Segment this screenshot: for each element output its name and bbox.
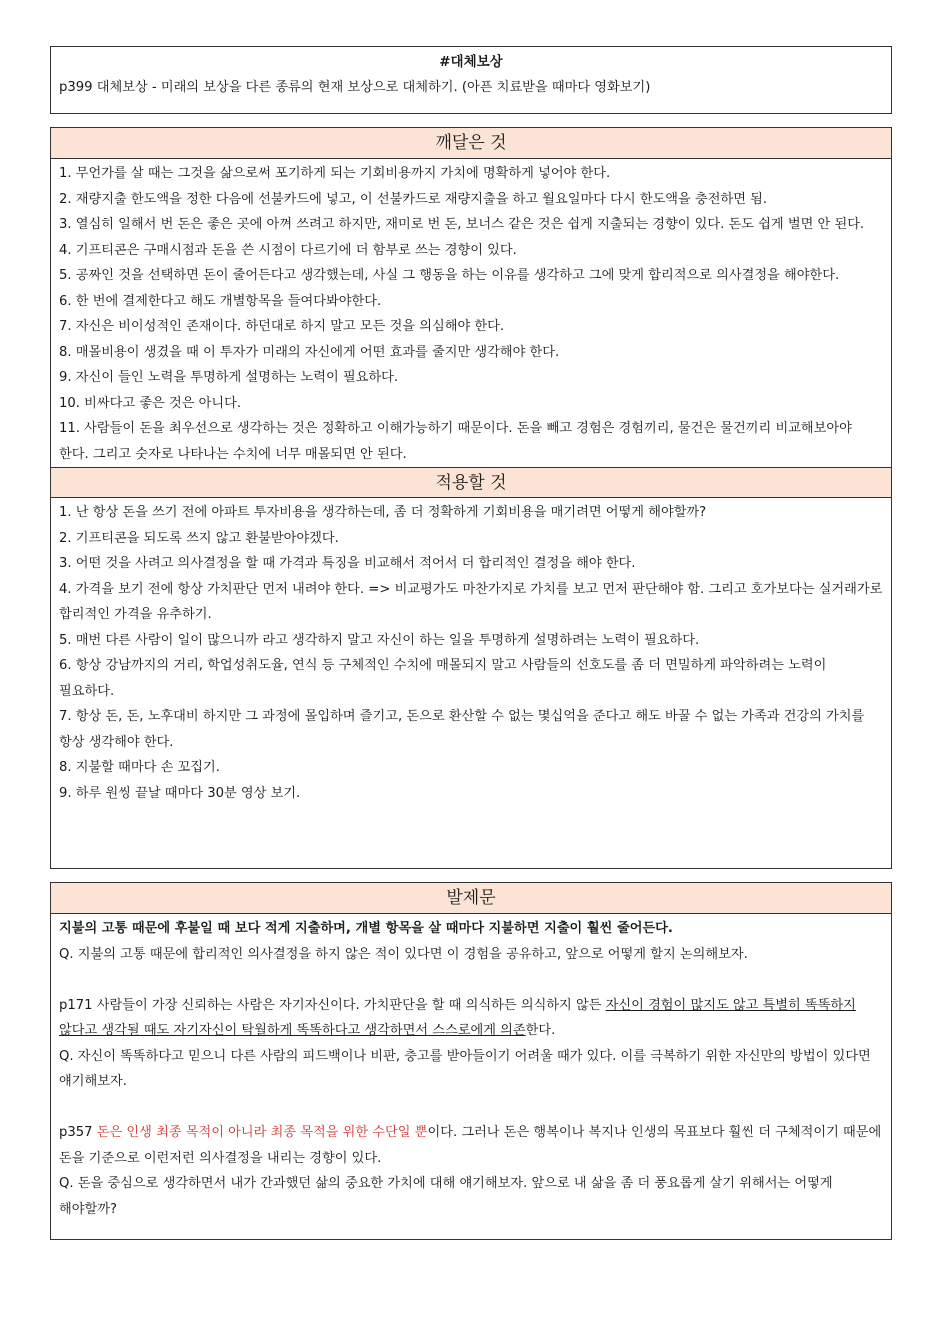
statement-3-prefix: p357 [59,1125,97,1140]
list-item: 3. 열심히 일해서 번 돈은 좋은 곳에 아껴 쓰려고 하지만, 재미로 번 돈, 보너스 같은 것은 쉽게 지출되는 경향이 있다. 돈도 쉽게 벌면 안 된다. [59,217,865,232]
tag-box [50,46,892,114]
realized-list [51,159,891,467]
list-item: 4. 가격을 보기 전에 항상 가치판단 먼저 내려야 한다. => 비교평가도 마찬가지로 가치를 보고 먼저 판단해야 함. 그리고 호가보다는 실거래가로 합리적인 가격을 유추하기. [59,581,883,622]
discussion-question-2: Q. 자신이 똑똑하다고 믿으니 다른 사람의 피드백이나 비판, 충고를 받아들이기 어려울 때가 있다. 이를 극복하기 위한 자신만의 방법이 있다면 얘기해보자. [59,1048,871,1089]
list-item: 2. 기프티콘을 되도록 쓰지 않고 환불받아야겠다. [59,530,339,546]
section-header-apply: 적용할 것 [51,467,891,498]
list-item: 3. 어떤 것을 사려고 의사결정을 할 때 가격과 특징을 비교해서 적어서 더 합리적인 결정을 해야 한다. [59,556,636,571]
notes-box [50,127,892,869]
statement-3-highlight: 돈은 인생 최종 목적이 아니라 최종 목적을 위한 수단일 뿐 [96,1125,428,1140]
statement-2-prefix: p171 사람들이 가장 신뢰하는 사람은 자기자신이다. 가치판단을 할 때 의식하든 의식하지 않든 [59,997,606,1013]
discussion-statement-2 [51,993,891,1044]
list-item: 5. 공짜인 것을 선택하면 돈이 줄어든다고 생각했는데, 사실 그 행동을 하는 이유를 생각하고 그에 맞게 합리적으로 의사결정을 해야한다. [59,268,840,283]
apply-list [51,498,891,806]
list-item: 6. 항상 강남까지의 거리, 학업성취도율, 연식 등 구체적인 수치에 매몰되지 말고 사람들의 선호도를 좀 더 면밀하게 파악하려는 노력이 필요하다. [59,658,827,699]
spacer [51,1095,891,1121]
list-item: 9. 하루 원씽 끝날 때마다 30분 영상 보기. [59,785,301,801]
list-item: 1. 난 항상 돈을 쓰기 전에 아파트 투자비용을 생각하는데, 좀 더 정확하게 기회비용을 매기려면 어떻게 해야할까? [59,505,707,520]
list-item: 6. 한 번에 결제한다고 해도 개별항목을 들여다봐야한다. [59,293,382,309]
list-item: 9. 자신이 들인 노력을 투명하게 설명하는 노력이 필요하다. [59,370,399,385]
list-item: 7. 항상 돈, 돈, 노후대비 하지만 그 과정에 몰입하며 즐기고, 돈으로 환산할 수 없는 몇십억을 준다고 해도 바꿀 수 없는 가족과 건강의 가치를 항상 생각해야 한다. [59,709,865,750]
statement-3-suffix: 이다. 그러나 돈은 행복이나 복지나 인생의 목표보다 훨씬 더 구체적이기 때문에 돈을 기준으로 이런저런 의사결정을 내리는 경향이 있다. [59,1125,882,1166]
statement-2-suffix: 한다. [525,1023,556,1038]
discussion-statement-1: 지불의 고통 때문에 후불일 때 보다 적게 지출하며, 개별 항목을 살 때마다 지불하면 지출이 훨씬 줄어든다. [59,921,673,936]
list-item: 1. 무언가를 살 때는 그것을 삶으로써 포기하게 되는 기회비용까지 가치에 명확하게 넣어야 한다. [59,166,611,181]
discussion-statement-3 [51,1120,891,1171]
list-item: 4. 기프티콘은 구매시점과 돈을 쓴 시점이 다르기에 더 함부로 쓰는 경향이 있다. [59,242,517,258]
list-item: 2. 재량지출 한도액을 정한 다음에 선불카드에 넣고, 이 선불카드로 재량지출을 하고 월요일마다 다시 한도액을 충전하면 됨. [59,191,768,207]
discussion-question-1: Q. 지불의 고통 때문에 합리적인 의사결정을 하지 않은 적이 있다면 이 경험을 공유하고, 앞으로 어떻게 할지 논의해보자. [59,946,748,962]
discussion-body [51,914,891,1222]
list-item: 8. 매몰비용이 생겼을 때 이 투자가 미래의 자신에게 어떤 효과를 줄지만 생각해야 한다. [59,344,560,360]
tag-text: p399 대체보상 - 미래의 보상을 다른 종류의 현재 보상으로 대체하기. (아픈 치료받을 때마다 영화보기) [59,80,651,95]
discussion-box [50,882,892,1240]
list-item: 7. 자신은 비이성적인 존재이다. 하던대로 하지 말고 모든 것을 의심해야 한다. [59,319,505,334]
list-item: 5. 매번 다른 사람이 일이 많으니까 라고 생각하지 말고 자신이 하는 일을 투명하게 설명하려는 노력이 필요하다. [59,632,700,648]
list-item: 8. 지불할 때마다 손 꼬집기. [59,760,220,775]
spacer [51,967,891,993]
list-item: 11. 사람들이 돈을 최우선으로 생각하는 것은 정확하고 이해가능하기 때문이다. 돈을 빼고 경험은 경험끼리, 물건은 물건끼리 비교해보아야 한다. 그리고 숫자로 나타나는 수치에 너무 매몰되면 안 된다. [59,421,852,462]
tag-title: #대체보상 [439,54,503,70]
statement-2-underlined: 자신이 경험이 많지도 않고 특별히 똑똑하지 않다고 생각될 때도 자기자신이 탁월하게 똑똑하다고 생각하면서 스스로에게 의존 [59,997,856,1038]
list-item: 10. 비싸다고 좋은 것은 아니다. [59,395,242,411]
discussion-question-3: Q. 돈을 중심으로 생각하면서 내가 간과했던 삶의 중요한 가치에 대해 얘기해보자. 앞으로 내 삶을 좀 더 풍요롭게 살기 위해서는 어떻게 해야할까? [59,1176,833,1217]
section-header-discussion: 발제문 [51,883,891,914]
section-header-realized: 깨달은 것 [51,128,891,159]
